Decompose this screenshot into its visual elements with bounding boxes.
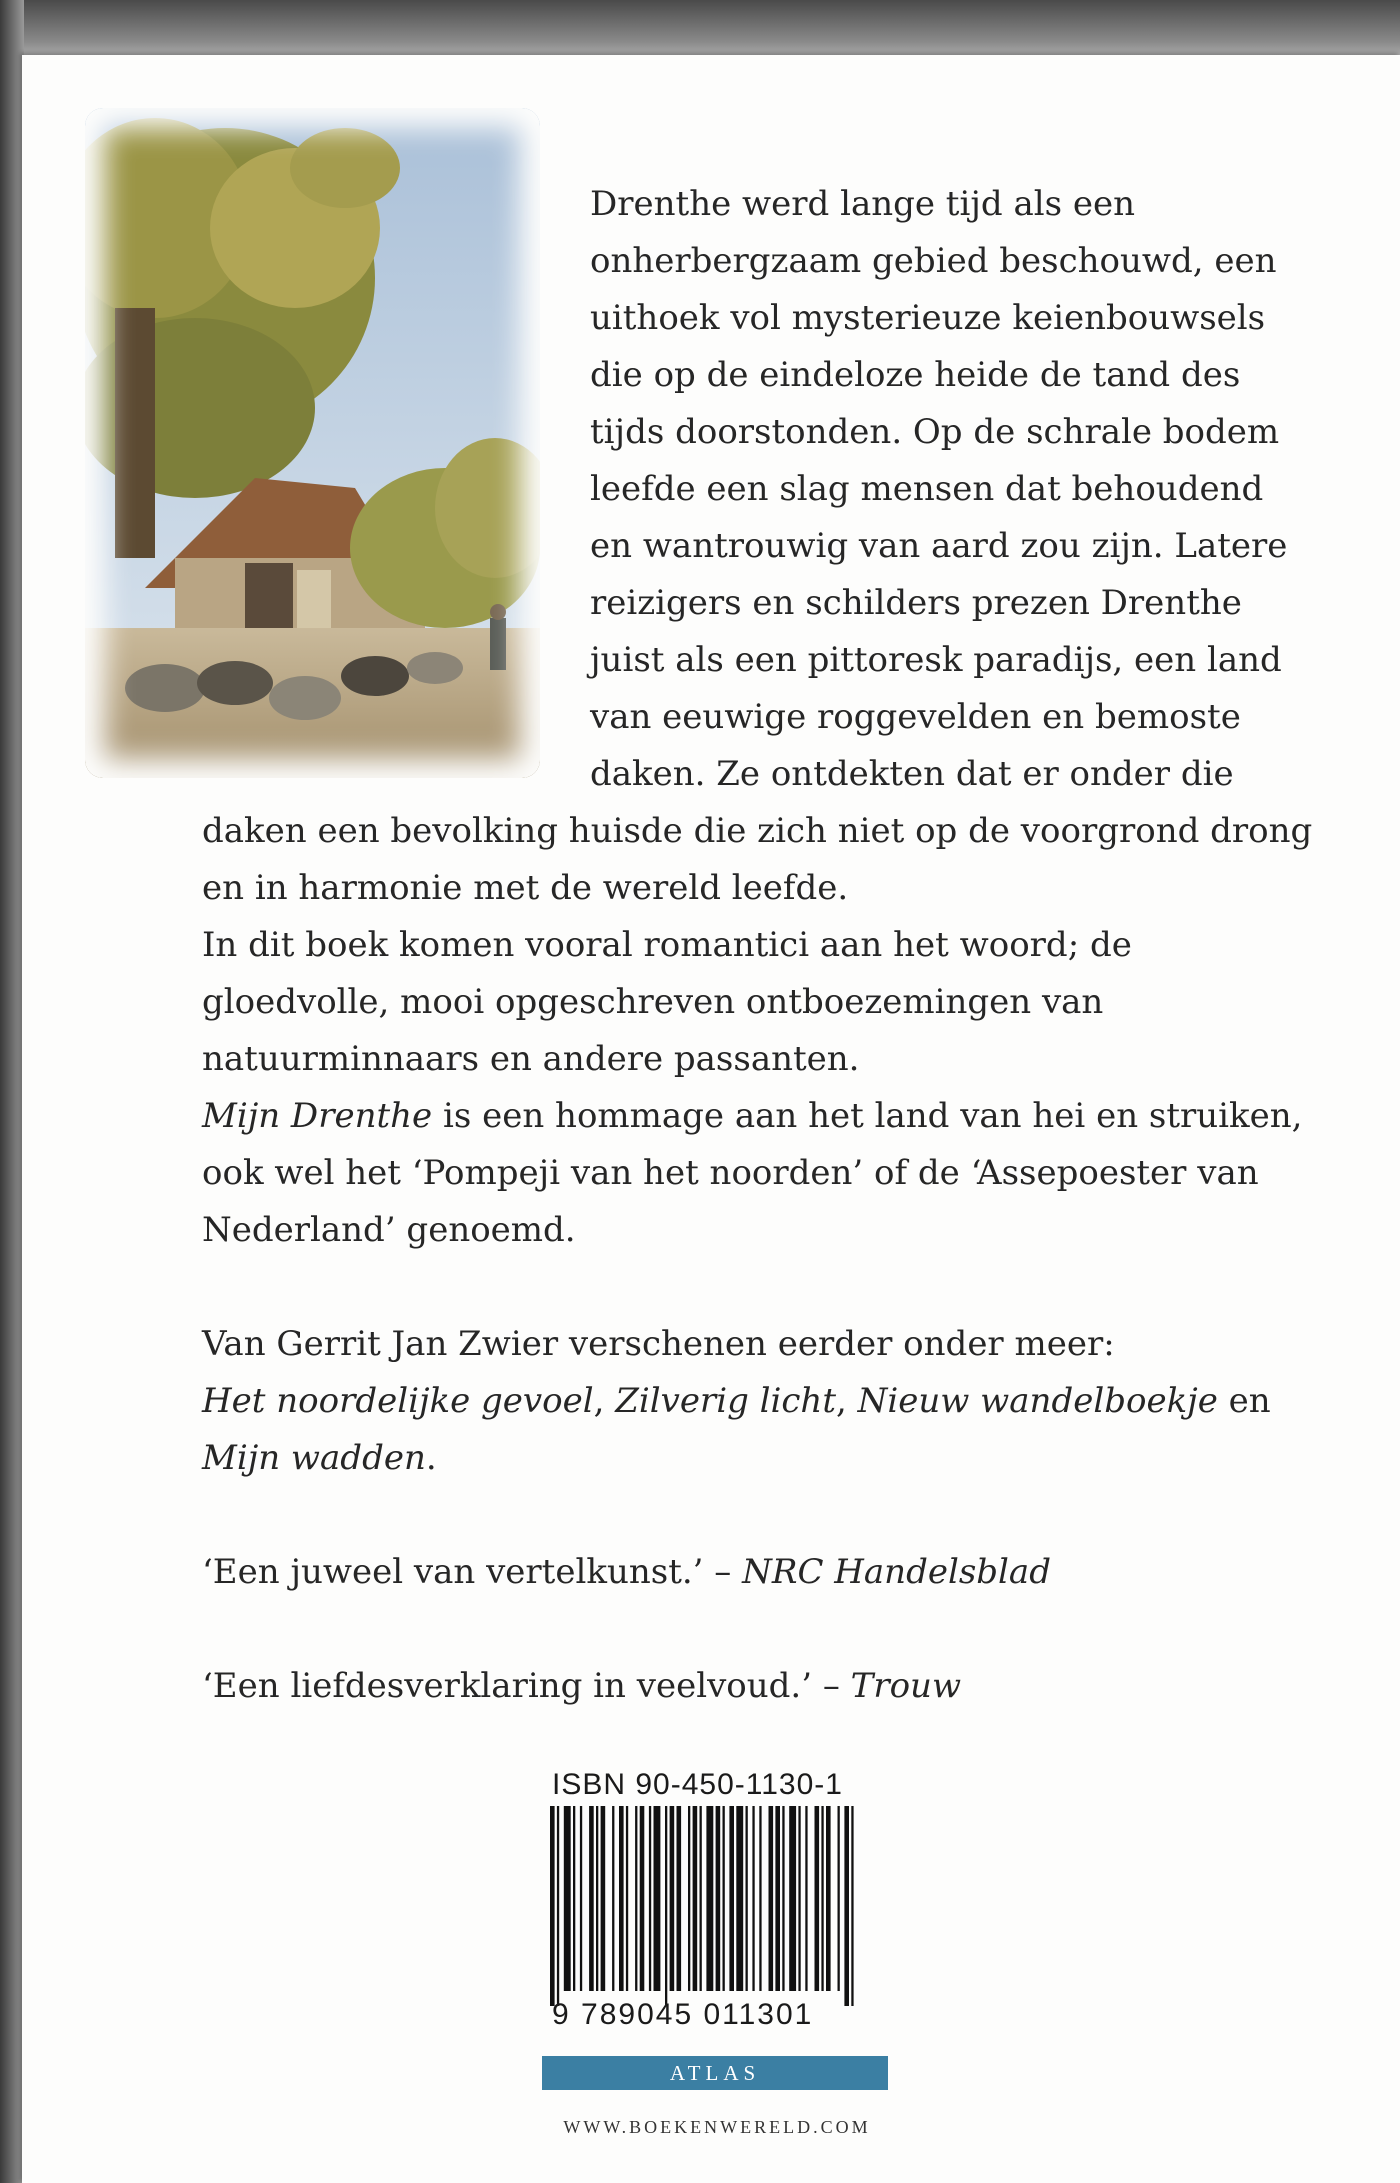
cover-painting [85,108,540,778]
text-line: van eeuwige roggevelden en bemoste [590,697,1241,737]
publisher-logo-bar: ATLAS [542,2056,888,2090]
text-line [202,1088,1312,1145]
text-line: In dit boek komen vooral romantici aan het woord; de [202,925,1132,965]
other-works-titles-line [202,1430,1312,1487]
barcode-bar [752,1806,754,1991]
barcode-bar [782,1806,784,1991]
barcode-bar [670,1806,675,1991]
quote-text: ‘Een liefdesverklaring in veelvoud.’ – [202,1666,851,1706]
other-works-titles-line [202,1373,1312,1430]
work-title: Zilverig licht [615,1381,836,1421]
conjunction: en [1217,1381,1271,1421]
barcode-bar [775,1806,780,1991]
barcode-bar [838,1806,840,1991]
text-fragment: is een hommage aan het land van hei en struiken, [432,1096,1303,1136]
barcode-bar [564,1806,571,1991]
text-line: reizigers en schilders prezen Drenthe [590,583,1242,623]
barcode-bar [573,1806,575,1991]
description-continuation [202,803,1312,1715]
other-works-intro: Van Gerrit Jan Zwier verschenen eerder onder meer: [202,1324,1115,1364]
barcode-bar [589,1806,594,1991]
barcode-bar [601,1806,606,1991]
text-line: Nederland’ genoemd. [202,1210,576,1250]
review-quote [202,1658,1312,1715]
quote-source: NRC Handelsblad [742,1552,1051,1592]
quote-text: ‘Een juweel van vertelkunst.’ – [202,1552,743,1592]
text-line: die op de eindeloze heide de tand des [590,355,1241,395]
barcode-bar [716,1806,721,1991]
isbn-label: ISBN 90-450-1130-1 [552,1768,843,1801]
barcode [548,1806,858,2006]
work-title: Mijn wadden [202,1438,426,1478]
barcode-bar [729,1806,734,1991]
text-line: natuurminnaars en andere passanten. [202,1039,860,1079]
barcode-bar [626,1806,628,1991]
page-stack-top-edge [0,0,1400,60]
barcode-bar [654,1806,661,1991]
barcode-bar [693,1806,698,1991]
period: . [425,1438,437,1478]
text-line: gloedvolle, mooi opgeschreven ontboezemingen van [202,982,1104,1022]
blank-line [202,1259,1312,1316]
barcode-bar [736,1806,743,1991]
blank-line [202,1487,1312,1544]
barcode-bar [640,1806,645,1991]
text-line: onherbergzaam gebied beschouwd, een [590,241,1277,281]
work-title: Het noordelijke gevoel [202,1381,594,1421]
barcode-bar [688,1806,690,1991]
text-line: tijds doorstonden. Op de schrale bodem [590,412,1280,452]
barcode-bar [723,1806,725,1991]
barcode-bar [700,1806,702,1991]
text-line: daken. Ze ontdekten dat er onder die [590,754,1234,794]
barcode-number: 9 789045 011301 [552,1998,814,2031]
publisher-website: WWW.BOEKENWERELD.COM [563,2117,871,2137]
text-line: en in harmonie met de wereld leefde. [202,868,849,908]
barcode-bar [826,1806,831,1991]
intro-paragraph [590,176,1287,803]
barcode-bar [769,1806,774,1991]
blank-line [202,1601,1312,1658]
barcode-bar [635,1806,637,1991]
farm-landscape-illustration [85,108,540,778]
text-line: Drenthe werd lange tijd als een [590,184,1135,224]
text-line: juist als een pittoresk paradijs, een land [590,640,1282,680]
barcode-bar [619,1806,624,1991]
barcode-bar [580,1806,582,1991]
barcode-bar [649,1806,651,1991]
text-line: daken een bevolking huisde die zich niet op de voorgrond drong [202,811,1313,851]
text-line: en wantrouwig van aard zou zijn. Latere [590,526,1288,566]
separator: , [836,1381,858,1421]
barcode-bar [821,1806,823,1991]
book-title: Mijn Drenthe [202,1096,433,1136]
barcode-bar [815,1806,820,1991]
barcode-bar [550,1806,555,2006]
text-line: leefde een slag mensen dat behoudend [590,469,1264,509]
text-line: uithoek vol mysterieuze keienbouwsels [590,298,1266,338]
barcode-bar [612,1806,614,1991]
barcode-bar [677,1806,682,1991]
barcode-bar [596,1806,598,1991]
review-quote [202,1544,1312,1601]
quote-source: Trouw [850,1666,962,1706]
separator: , [593,1381,616,1421]
barcode-bar [759,1806,761,1991]
barcode-bar [805,1806,807,1991]
page-stack-left-edge [0,0,24,2183]
barcode-bar [844,1806,849,2006]
barcode-bar [746,1806,748,1991]
barcode-bar [665,1806,667,2006]
barcode-bar [706,1806,713,1991]
work-title: Nieuw wandelboekje [857,1381,1218,1421]
barcode-bar [557,1806,559,2006]
text-line: ook wel het ‘Pompeji van het noorden’ of de ‘Assepoester van [202,1153,1259,1193]
barcode-bar [789,1806,796,1991]
barcode-bar [851,1806,853,2006]
barcode-bar [798,1806,800,1991]
